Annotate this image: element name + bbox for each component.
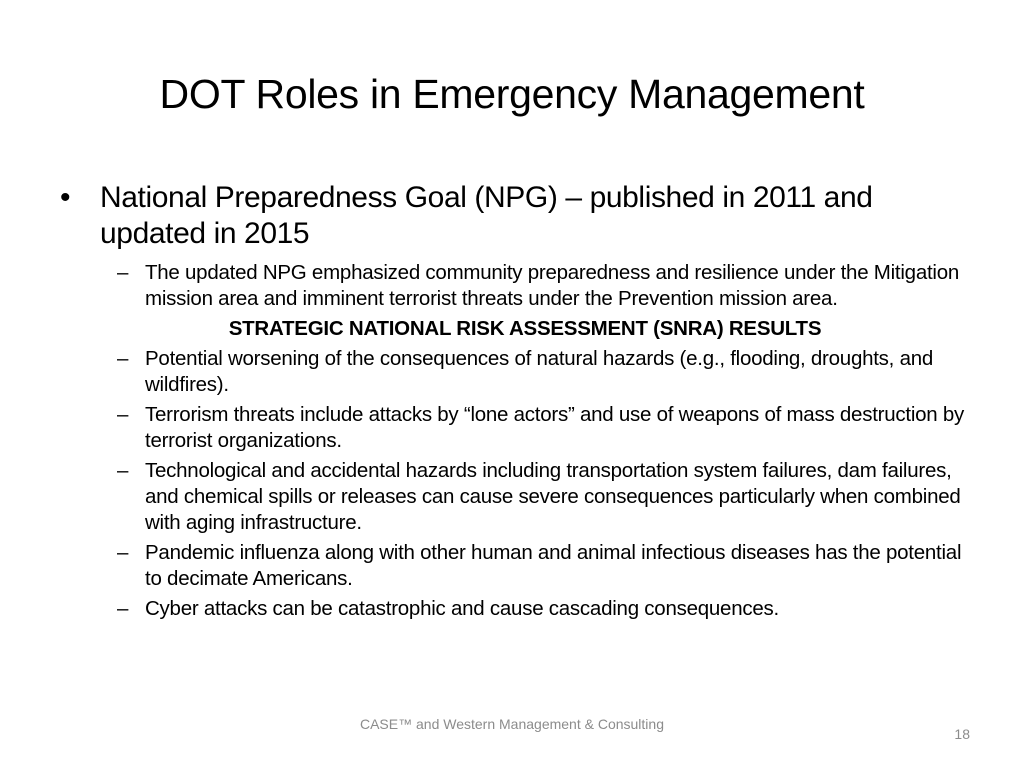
dash-marker: – [117,541,129,564]
sub-bullet-text: Pandemic influenza along with other human and animal infectious diseases has the potential to decimate Americans. [145,541,962,590]
dash-marker: – [117,347,129,370]
dash-marker: – [117,459,129,482]
sub-bullet-text: Terrorism threats include attacks by “lone actors” and use of weapons of mass destruction by terrorist organizations. [145,403,965,452]
sub-bullet-result [60,458,970,536]
page-number: 18 [954,726,970,742]
sub-bullet-result [60,402,970,454]
dash-marker: – [117,403,129,426]
sub-bullet-result [60,540,970,592]
sub-bullet-intro [60,260,970,312]
sub-bullet-text: The updated NPG emphasized community preparedness and resilience under the Mitigation mission area and imminent terrorist threats under the Prevention mission area. [145,261,960,310]
sub-bullet-result [60,346,970,398]
dash-marker: – [117,261,129,284]
sub-bullet-text: Cyber attacks can be catastrophic and cause cascading consequences. [145,597,779,620]
main-bullet-text: National Preparedness Goal (NPG) – published in 2011 and updated in 2015 [100,181,873,250]
slide-title: DOT Roles in Emergency Management [159,71,865,117]
slide-body [60,180,970,626]
sub-bullet-text: Technological and accidental hazards including transportation system failures, dam failures, and chemical spills or releases can cause severe consequences particularly when combined with aging infrastructure. [145,459,961,534]
snra-heading: STRATEGIC NATIONAL RISK ASSESSMENT (SNRA) RESULTS [228,317,822,340]
sub-bullet-list [60,260,970,622]
dash-marker: – [117,597,129,620]
sub-bullet-text: Potential worsening of the consequences of natural hazards (e.g., flooding, droughts, and wildfires). [145,347,934,396]
sub-bullet-result [60,596,970,622]
main-bullet [60,180,970,252]
bullet-marker: • [60,181,71,214]
slide-footer: CASE™ and Western Management & Consulting [359,716,664,732]
